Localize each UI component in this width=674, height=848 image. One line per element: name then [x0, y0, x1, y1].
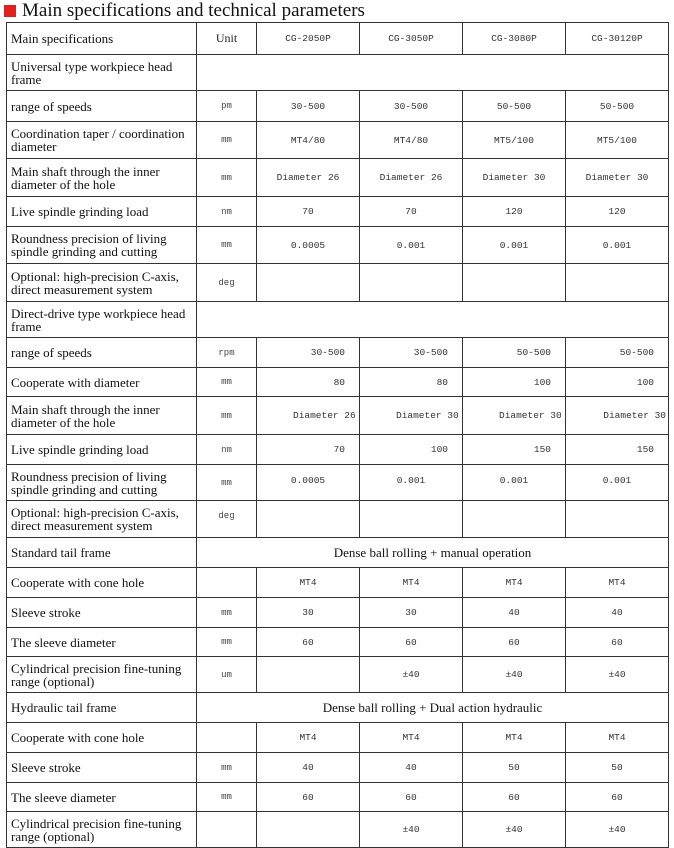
value-cell: 80: [257, 368, 360, 397]
page-title: [4, 0, 365, 22]
value-cell: 120: [463, 197, 566, 227]
value-cell: Diameter 26: [257, 397, 360, 435]
unit-cell: pm: [197, 91, 257, 122]
table-row: [7, 812, 669, 848]
table-row: [7, 568, 669, 598]
value-cell: MT5/100: [463, 122, 566, 159]
value-cell: MT4: [257, 568, 360, 598]
table-row: [7, 723, 669, 753]
value-cell: Diameter 30: [566, 397, 669, 435]
value-cell: [257, 812, 360, 848]
value-cell: ±40: [566, 812, 669, 848]
unit-cell: mm: [197, 465, 257, 501]
value-cell: 60: [566, 783, 669, 812]
section-row: [7, 693, 669, 723]
unit-cell: deg: [197, 501, 257, 538]
section-heading: Direct-drive type workpiece head frame: [7, 302, 197, 338]
value-cell: 60: [566, 628, 669, 657]
value-cell: Diameter 26: [360, 159, 463, 197]
section-heading: Hydraulic tail frame: [7, 693, 197, 723]
row-label: Main shaft through the inner diameter of the hole: [7, 159, 197, 197]
row-label: Cooperate with diameter: [7, 368, 197, 397]
value-cell: 150: [463, 435, 566, 465]
row-label: Optional: high-precision C-axis, direct measurement system: [7, 264, 197, 302]
row-label: Roundness precision of living spindle grinding and cutting: [7, 465, 197, 501]
section-description: Dense ball rolling + manual operation: [197, 538, 669, 568]
section-row: [7, 538, 669, 568]
value-cell: 0.001: [463, 227, 566, 264]
value-cell: 30-500: [257, 91, 360, 122]
unit-cell: um: [197, 657, 257, 693]
value-cell: Diameter 30: [463, 159, 566, 197]
table-row: [7, 783, 669, 812]
unit-cell: mm: [197, 368, 257, 397]
row-label: Sleeve stroke: [7, 753, 197, 783]
value-cell: 30: [360, 598, 463, 628]
spec-table: [6, 22, 669, 848]
row-label: Cooperate with cone hole: [7, 568, 197, 598]
row-label: Live spindle grinding load: [7, 197, 197, 227]
value-cell: [197, 55, 669, 91]
unit-cell: mm: [197, 753, 257, 783]
value-cell: MT4: [360, 723, 463, 753]
unit-cell: mm: [197, 122, 257, 159]
value-cell: MT4/80: [360, 122, 463, 159]
row-label: Roundness precision of living spindle grinding and cutting: [7, 227, 197, 264]
header-model: CG-3050P: [360, 23, 463, 55]
value-cell: 60: [360, 628, 463, 657]
value-cell: 50-500: [566, 338, 669, 368]
header-model: CG-30120P: [566, 23, 669, 55]
table-header-row: [7, 23, 669, 55]
unit-cell: [197, 568, 257, 598]
red-square-icon: [4, 5, 16, 17]
value-cell: Diameter 30: [360, 397, 463, 435]
value-cell: 0.001: [360, 227, 463, 264]
value-cell: 30-500: [360, 91, 463, 122]
value-cell: ±40: [360, 812, 463, 848]
table-row: [7, 122, 669, 159]
row-label: Optional: high-precision C-axis, direct measurement system: [7, 501, 197, 538]
header-model: CG-2050P: [257, 23, 360, 55]
row-label: range of speeds: [7, 91, 197, 122]
value-cell: 0.001: [566, 227, 669, 264]
unit-cell: mm: [197, 598, 257, 628]
unit-cell: mm: [197, 783, 257, 812]
value-cell: 0.001: [463, 465, 566, 501]
value-cell: MT4: [257, 723, 360, 753]
value-cell: 0.0005: [257, 465, 360, 501]
value-cell: 40: [566, 598, 669, 628]
value-cell: [257, 264, 360, 302]
value-cell: 70: [360, 197, 463, 227]
header-unit: Unit: [197, 23, 257, 55]
value-cell: MT5/100: [566, 122, 669, 159]
table-row: [7, 368, 669, 397]
value-cell: [257, 501, 360, 538]
value-cell: 30: [257, 598, 360, 628]
table-row: [7, 657, 669, 693]
value-cell: 60: [257, 628, 360, 657]
table-row: [7, 465, 669, 501]
value-cell: 50-500: [463, 91, 566, 122]
value-cell: 40: [463, 598, 566, 628]
value-cell: [360, 264, 463, 302]
table-row: [7, 628, 669, 657]
row-label: Main shaft through the inner diameter of the hole: [7, 397, 197, 435]
section-heading: Standard tail frame: [7, 538, 197, 568]
value-cell: 70: [257, 435, 360, 465]
value-cell: ±40: [566, 657, 669, 693]
section-row: [7, 55, 669, 91]
value-cell: 70: [257, 197, 360, 227]
value-cell: MT4/80: [257, 122, 360, 159]
value-cell: 100: [566, 368, 669, 397]
table-row: [7, 197, 669, 227]
value-cell: 60: [360, 783, 463, 812]
table-row: [7, 264, 669, 302]
table-row: [7, 159, 669, 197]
title-text: Main specifications and technical parameters: [22, 0, 365, 21]
header-model: CG-3080P: [463, 23, 566, 55]
value-cell: 150: [566, 435, 669, 465]
value-cell: 100: [360, 435, 463, 465]
unit-cell: mm: [197, 628, 257, 657]
value-cell: 80: [360, 368, 463, 397]
value-cell: ±40: [463, 657, 566, 693]
value-cell: 0.001: [360, 465, 463, 501]
table-row: [7, 598, 669, 628]
unit-cell: nm: [197, 435, 257, 465]
value-cell: 50: [566, 753, 669, 783]
value-cell: 50-500: [463, 338, 566, 368]
unit-cell: deg: [197, 264, 257, 302]
table-row: [7, 435, 669, 465]
unit-cell: mm: [197, 227, 257, 264]
unit-cell: [197, 723, 257, 753]
table-row: [7, 91, 669, 122]
row-label: The sleeve diameter: [7, 783, 197, 812]
value-cell: 40: [360, 753, 463, 783]
table-row: [7, 753, 669, 783]
unit-cell: mm: [197, 159, 257, 197]
value-cell: MT4: [566, 568, 669, 598]
value-cell: MT4: [463, 568, 566, 598]
value-cell: 60: [463, 628, 566, 657]
value-cell: MT4: [566, 723, 669, 753]
unit-cell: rpm: [197, 338, 257, 368]
value-cell: 30-500: [257, 338, 360, 368]
value-cell: [463, 264, 566, 302]
row-label: Cooperate with cone hole: [7, 723, 197, 753]
section-heading: Universal type workpiece head frame: [7, 55, 197, 91]
row-label: Cylindrical precision fine-tuning range (optional): [7, 812, 197, 848]
row-label: range of speeds: [7, 338, 197, 368]
value-cell: 100: [463, 368, 566, 397]
value-cell: ±40: [463, 812, 566, 848]
value-cell: [566, 501, 669, 538]
row-label: Live spindle grinding load: [7, 435, 197, 465]
value-cell: 30-500: [360, 338, 463, 368]
section-description: Dense ball rolling + Dual action hydraulic: [197, 693, 669, 723]
unit-cell: mm: [197, 397, 257, 435]
row-label: The sleeve diameter: [7, 628, 197, 657]
table-row: [7, 397, 669, 435]
header-spec: Main specifications: [7, 23, 197, 55]
value-cell: [360, 501, 463, 538]
row-label: Cylindrical precision fine-tuning range (optional): [7, 657, 197, 693]
table-row: [7, 338, 669, 368]
value-cell: 50-500: [566, 91, 669, 122]
row-label: Coordination taper / coordination diameter: [7, 122, 197, 159]
value-cell: 60: [463, 783, 566, 812]
table-row: [7, 227, 669, 264]
value-cell: 60: [257, 783, 360, 812]
value-cell: [257, 657, 360, 693]
value-cell: MT4: [463, 723, 566, 753]
unit-cell: [197, 812, 257, 848]
value-cell: Diameter 26: [257, 159, 360, 197]
value-cell: 0.001: [566, 465, 669, 501]
row-label: Sleeve stroke: [7, 598, 197, 628]
value-cell: 0.0005: [257, 227, 360, 264]
unit-cell: nm: [197, 197, 257, 227]
section-row: [7, 302, 669, 338]
value-cell: MT4: [360, 568, 463, 598]
table-row: [7, 501, 669, 538]
value-cell: Diameter 30: [463, 397, 566, 435]
value-cell: 40: [257, 753, 360, 783]
value-cell: [566, 264, 669, 302]
value-cell: [197, 302, 669, 338]
value-cell: Diameter 30: [566, 159, 669, 197]
value-cell: ±40: [360, 657, 463, 693]
value-cell: 120: [566, 197, 669, 227]
value-cell: [463, 501, 566, 538]
value-cell: 50: [463, 753, 566, 783]
